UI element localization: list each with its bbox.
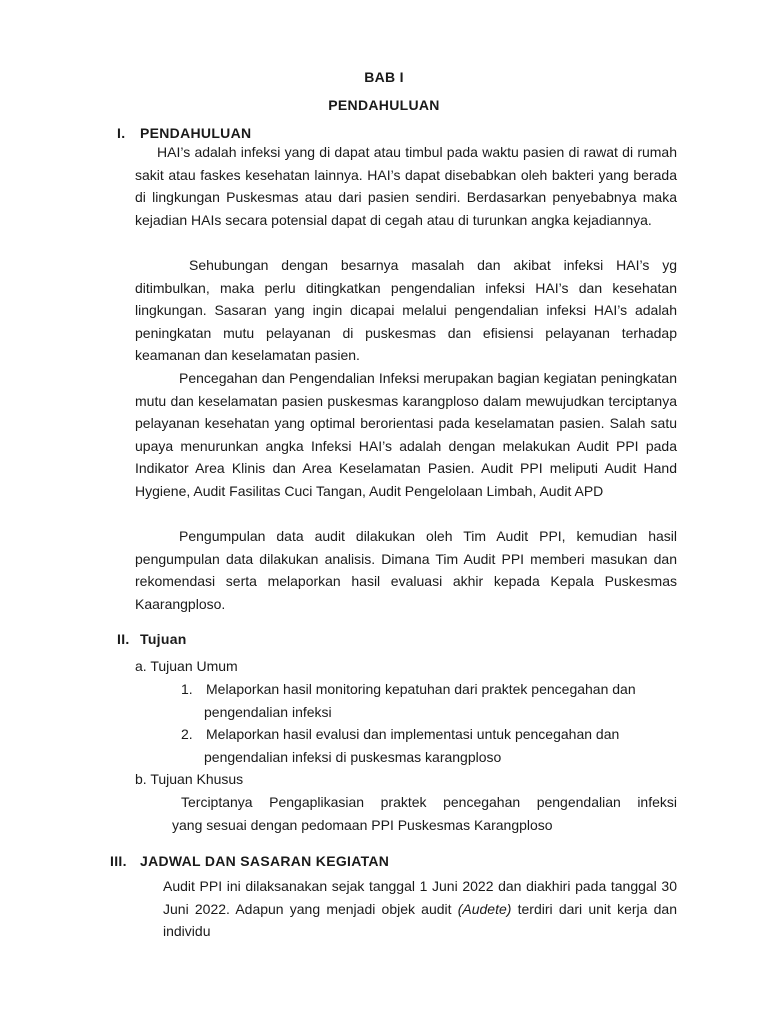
- paragraph-2: Sehubungan dengan besarnya masalah dan akibat infeksi HAI’s yg ditimbulkan, maka perlu ditingkatkan pengendalian infeksi HAI’s dan kesehatan lingkungan. Sasaran yang ingin dicapai melalui pengendalian infeksi HAI’s adalah peningkatan mutu pelayanan di puskesmas dan efisiensi pelayanan terhadap keamanan dan keselamatan pasien.: [135, 257, 677, 364]
- list-item-2-number: 2.: [181, 726, 193, 742]
- paragraph-4: Pengumpulan data audit dilakukan oleh Tim Audit PPI, kemudian hasil pengumpulan data dilakukan analisis. Dimana Tim Audit PPI memberi masukan dan rekomendasi serta melaporkan hasil evaluasi akhir kepada Kepala Puskesmas Kaarangploso.: [135, 528, 677, 612]
- tujuan-khusus-line-2: yang sesuai dengan pedomaan PPI Puskesmas Karangploso: [172, 817, 553, 833]
- tujuan-khusus-label: b. Tujuan Khusus: [135, 771, 244, 787]
- section-3-number: III.: [110, 853, 127, 869]
- chapter-label: BAB I: [364, 69, 404, 85]
- list-item-1: [181, 678, 677, 701]
- list-item-1-text: Melaporkan hasil monitoring kepatuhan dari praktek pencegahan dan: [206, 681, 636, 697]
- section-3-paragraph: Audit PPI ini dilaksanakan sejak tanggal 1 Juni 2022 dan diakhiri pada tanggal 30 Juni 2022. Adapun yang menjadi objek audit (Audete) terdiri dari unit kerja dan individu: [163, 878, 677, 940]
- section-3-title: JADWAL DAN SASARAN KEGIATAN: [140, 853, 390, 869]
- list-item-2-text: Melaporkan hasil evalusi dan implementasi untuk pencegahan dan: [206, 726, 620, 742]
- section-3-heading: [110, 853, 389, 869]
- audete-term: (Audete): [457, 900, 512, 917]
- list-item-1-number: 1.: [181, 681, 193, 697]
- chapter-title: PENDAHULUAN: [328, 97, 440, 113]
- paragraph-1: HAI’s adalah infeksi yang di dapat atau timbul pada waktu pasien di rawat di rumah sakit atau faskes kesehatan lainnya. HAI’s dapat disebabkan oleh bakteri yang berada di lingkungan Puskesmas atau dari pasien sendiri. Berdasarkan penyebabnya maka kejadian HAIs secara potensial dapat di cegah atau di turunkan angka kejadiannya.: [135, 144, 677, 228]
- list-item-2: [181, 723, 677, 746]
- section-2-title: Tujuan: [140, 631, 187, 647]
- list-item-1-continued: pengendalian infeksi: [204, 704, 332, 720]
- tujuan-umum-label: a. Tujuan Umum: [135, 658, 238, 674]
- paragraph-3: Pencegahan dan Pengendalian Infeksi merupakan bagian kegiatan peningkatan mutu dan keselamatan pasien puskesmas karangploso dalam mewujudkan terciptanya pelayanan kesehatan yang optimal berorientasi pada keselamatan pasien. Salah satu upaya menurunkan angka Infeksi HAI’s adalah dengan melakukan Audit PPI pada Indikator Area Klinis dan Area Keselamatan Pasien. Audit PPI meliputi Audit Hand Hygiene, Audit Fasilitas Cuci Tangan, Audit Pengelolaan Limbah, Audit APD: [135, 370, 677, 499]
- section-1-heading: [117, 125, 251, 141]
- section-2-number: II.: [117, 631, 130, 647]
- section-1-number: I.: [117, 125, 126, 141]
- section-2-heading: [117, 631, 187, 647]
- list-item-2-continued: pengendalian infeksi di puskesmas karangploso: [204, 749, 502, 765]
- tujuan-khusus-line-1: Terciptanya Pengaplikasian praktek pencegahan pengendalian infeksi: [181, 794, 677, 810]
- section-1-title: PENDAHULUAN: [140, 125, 252, 141]
